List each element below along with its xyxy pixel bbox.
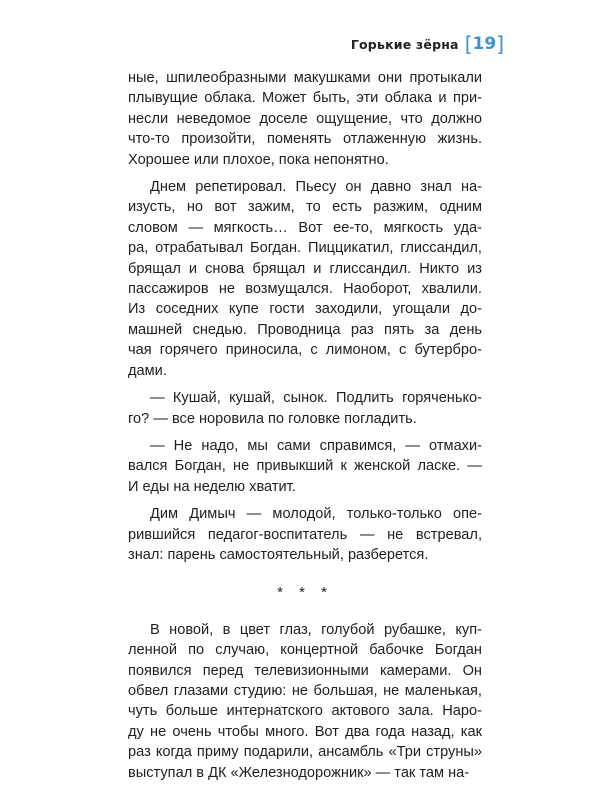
bracket-open: [ — [464, 32, 473, 56]
text-line: — Кушай, кушай, сынок. Подлить горяченько- — [150, 390, 482, 407]
text-line: машней снедью. Проводница раз пять за день — [128, 321, 482, 338]
body-text — [128, 68, 482, 790]
text-line: появился перед телевизионными камерами. Он — [128, 662, 482, 679]
text-line: брящал и снова брящал и глиссандил. Никто из — [128, 260, 482, 277]
section-separator: * * * — [277, 584, 333, 602]
text-line: что-то произойти, поменять отлаженную жизнь. — [128, 131, 482, 148]
text-line: го? — все норовила по головке погладить. — [128, 410, 417, 427]
text-line: выступал в ДК «Железнодорожник» — так там на- — [128, 764, 470, 781]
text-line: ра, отрабатывал Богдан. Пиццикатил, глиссандил, — [128, 240, 482, 257]
text-line: раз когда приму подарили, ансамбль «Три струны» — [128, 744, 482, 761]
text-line: рившийся педагог-воспитатель — не встревал, — [128, 526, 482, 543]
text-line: Хорошее или плохое, пока непонятно. — [128, 151, 389, 168]
text-line: чуть больше интернатского актового зала. Наро- — [128, 703, 482, 720]
text-line: ленной по случаю, концертной бабочке Богдан — [128, 642, 482, 659]
page-number-box — [465, 34, 504, 54]
paragraph — [128, 436, 482, 497]
page-number: 19 — [472, 34, 497, 54]
text-line: несли неведомое доселе ощущение, что должно — [128, 110, 482, 127]
paragraph — [128, 68, 482, 170]
running-header — [351, 34, 504, 54]
text-line: Из соседних купе гости заходили, угощали до- — [128, 301, 482, 318]
book-title: Горькие зёрна — [350, 36, 459, 52]
text-line: пассажиров не возмущался. Наоборот, хвалили. — [128, 281, 482, 298]
text-line: Днем репетировал. Пьесу он давно знал на- — [150, 179, 482, 196]
text-line: И еды на неделю хватит. — [128, 478, 296, 495]
text-line: вался Богдан, не привыкший к женской ласке. — — [128, 458, 482, 475]
text-line: словом — мягкость… Вот ее-то, мягкость уда- — [128, 219, 482, 236]
paragraph — [128, 504, 482, 565]
text-line: — Не надо, мы сами справимся, — отмахи- — [150, 437, 482, 454]
text-line: обвел глазами студию: не большая, не маленькая, — [128, 682, 482, 699]
text-line: дами. — [128, 362, 167, 379]
text-line: плывущие облака. Может быть, эти облака и при- — [128, 90, 482, 107]
text-line: Дим Димыч — молодой, только-только опе- — [150, 506, 482, 523]
text-line: чая горячего приносила, с лимоном, с бутербро- — [128, 342, 482, 359]
text-line: изусть, но вот зажим, то есть разжим, одним — [128, 199, 482, 216]
text-line: ные, шпилеобразными макушками они протыкали — [128, 70, 482, 86]
paragraph — [128, 620, 482, 783]
bracket-close: ] — [496, 32, 504, 56]
text-line: В новой, в цвет глаз, голубой рубашке, куп- — [150, 621, 482, 638]
text-line: ду не очень чтобы много. Вот два года назад, как — [128, 723, 482, 740]
paragraph — [128, 177, 482, 381]
paragraph — [128, 388, 482, 429]
text-line: знал: парень самостоятельный, разберется. — [128, 546, 429, 563]
